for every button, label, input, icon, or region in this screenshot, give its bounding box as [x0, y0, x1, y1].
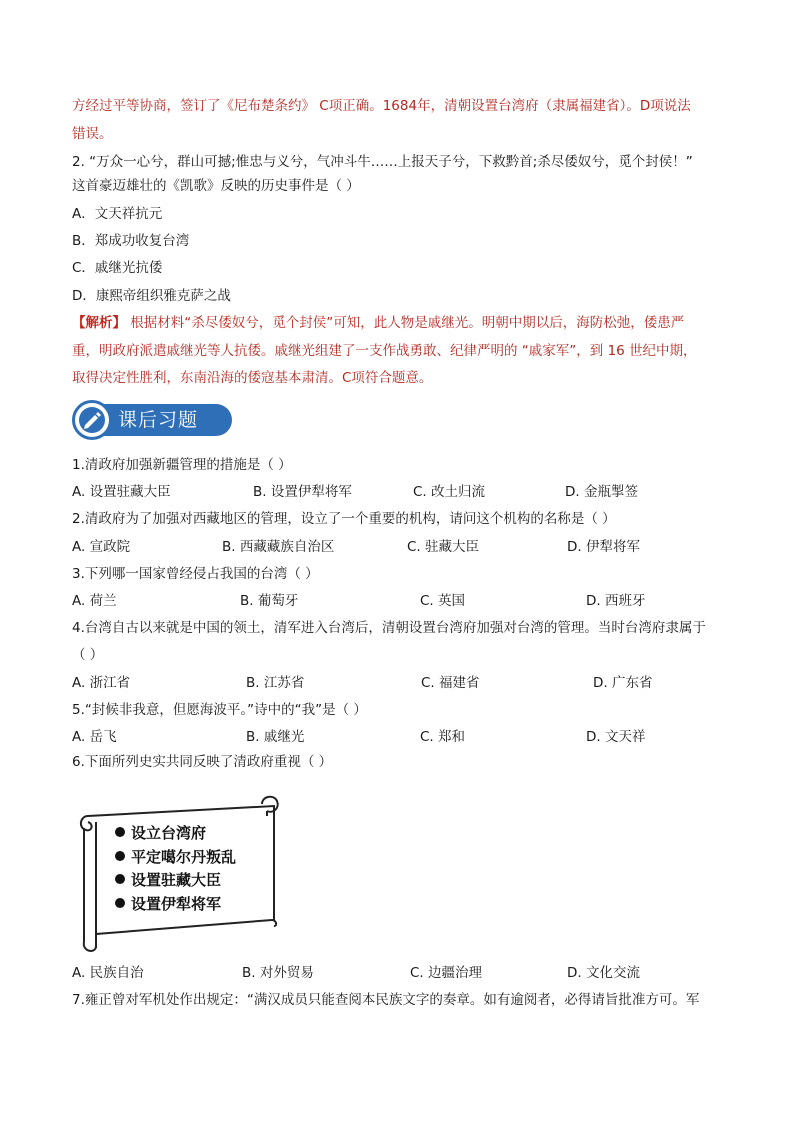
ex4-option-c: C. 福建省	[421, 675, 480, 691]
bullet-icon	[115, 874, 125, 884]
ex5-option-b: B. 戚继光	[246, 729, 305, 745]
ex1-option-c: C. 改土归流	[413, 484, 486, 500]
ex1-option-d: D. 金瓶掣签	[565, 484, 638, 500]
ex7-stem: 7.雍正曾对军机处作出规定：“满汉成员只能查阅本民族文字的奏章。如有逾阅者，必得请旨批准方可。军	[72, 992, 700, 1008]
ex2-option-a: A. 宣政院	[72, 539, 131, 555]
answer-line-2: 错误。	[72, 126, 113, 142]
bullet-icon	[115, 898, 125, 908]
q2-stem-line-2: 这首豪迈雄壮的《凯歌》反映的历史事件是（ ）	[72, 178, 360, 194]
ex5-option-c: C. 郑和	[420, 729, 466, 745]
analysis-text-a: 根据材料	[126, 315, 185, 331]
ex2-option-b: B. 西藏藏族自治区	[222, 539, 335, 555]
analysis-quote: “杀尽倭奴兮，觅个封侯”	[184, 315, 334, 331]
bullet-icon	[115, 827, 125, 837]
pencil-icon	[72, 400, 112, 440]
ex3-option-b: B. 葡萄牙	[240, 593, 299, 609]
ex3-option-d: D. 西班牙	[586, 593, 646, 609]
scroll-item: 设立台湾府	[115, 822, 236, 846]
q2-analysis-line-2: 重，明政府派遣戚继光等人抗倭。戚继光组建了一支作战勇敢、纪律严明的 “戚家军”，到 16 世纪中期，	[72, 343, 697, 359]
scroll-list	[115, 822, 236, 916]
ex4-option-d: D. 广东省	[593, 675, 653, 691]
ex6-option-d: D. 文化交流	[567, 965, 640, 981]
ex1-option-a: A. 设置驻藏大臣	[72, 484, 171, 500]
ex4-stem: 4.台湾自古以来就是中国的领土，清军进入台湾后，清朝设置台湾府加强对台湾的管理。当时台湾府隶属于	[72, 620, 706, 636]
ex4-stem-2: （ ）	[72, 647, 104, 663]
scroll-item: 平定噶尔丹叛乱	[115, 846, 236, 870]
bullet-icon	[115, 851, 125, 861]
answer-line-1: 方经过平等协商，签订了《尼布楚条约》 C项正确。1684年，清朝设置台湾府（隶属福建省）。D项说法	[72, 98, 691, 114]
analysis-tag: 【解析】	[72, 315, 126, 331]
ex6-option-b: B. 对外贸易	[242, 965, 314, 981]
ex6-option-a: A. 民族自治	[72, 965, 144, 981]
ex6-stem: 6.下面所列史实共同反映了清政府重视（ ）	[72, 754, 333, 770]
ex3-option-a: A. 荷兰	[72, 593, 117, 609]
q2-option-b: B．郑成功收复台湾	[72, 233, 190, 249]
ex6-option-c: C. 边疆治理	[410, 965, 483, 981]
q2-analysis-line-3: 取得决定性胜利，东南沿海的倭寇基本肃清。C项符合题意。	[72, 370, 433, 386]
analysis-text-b: 可知，此人物是戚继光。明朝中期以后，海防松弛，倭患严	[333, 315, 685, 331]
scroll-item: 设置伊犁将军	[115, 893, 236, 917]
ex3-option-c: C. 英国	[420, 593, 466, 609]
section-title: 课后习题	[118, 409, 199, 431]
ex5-option-d: D. 文天祥	[586, 729, 646, 745]
q2-analysis-line-1	[72, 313, 684, 333]
ex5-option-a: A. 岳飞	[72, 729, 117, 745]
q2-option-d: D．康熙帝组织雅克萨之战	[72, 288, 231, 304]
ex3-stem: 3.下列哪一国家曾经侵占我国的台湾（ ）	[72, 566, 319, 582]
q2-stem-line-1: 2. “万众一心兮，群山可撼;惟忠与义兮，气冲斗牛……上报天子兮，下救黔首;杀尽倭奴兮，觅个封侯！”	[72, 154, 693, 170]
ex5-stem: 5.“封候非我意，但愿海波平。”诗中的“我”是（ ）	[72, 702, 367, 718]
ex2-option-d: D. 伊犁将军	[567, 539, 640, 555]
q2-option-c: C．戚继光抗倭	[72, 260, 163, 276]
ex1-stem: 1.清政府加强新疆管理的措施是（ ）	[72, 457, 292, 473]
ex2-stem: 2.清政府为了加强对西藏地区的管理，设立了一个重要的机构，请问这个机构的名称是（ ）	[72, 511, 616, 527]
ex1-option-b: B. 设置伊犁将军	[253, 484, 352, 500]
ex4-option-b: B. 江苏省	[246, 675, 305, 691]
scroll-item: 设置驻藏大臣	[115, 869, 236, 893]
ex4-option-a: A. 浙江省	[72, 675, 131, 691]
q2-option-a: A．文天祥抗元	[72, 206, 163, 222]
ex2-option-c: C. 驻藏大臣	[407, 539, 480, 555]
section-banner	[72, 400, 232, 440]
